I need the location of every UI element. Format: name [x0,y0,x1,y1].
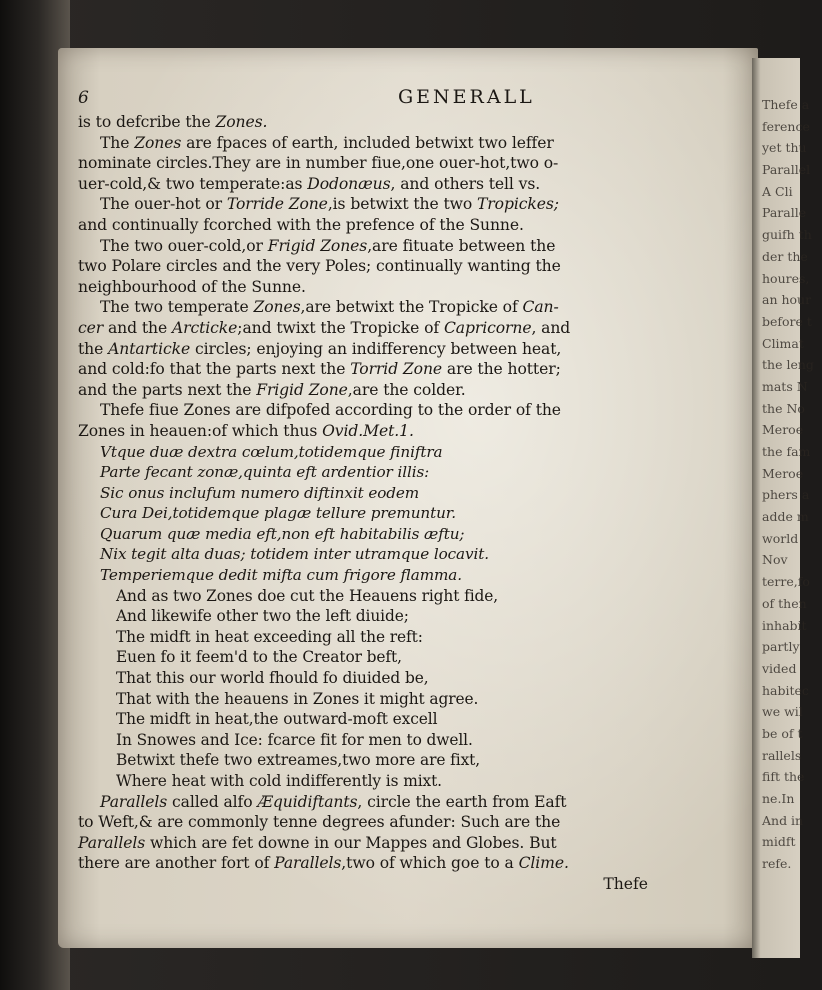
facing-page-fragment: adde m [762,509,809,525]
text-run: The midft in heat,the outward-moft excell [116,710,438,729]
text-line [78,174,718,195]
text-run: are the hotter; [442,360,561,379]
facing-page-fragment: habitec [762,682,809,698]
facing-page-fragment: Parallel [762,162,811,178]
italic-run: Parallels [78,833,146,852]
italic-run: Æquidiftants [257,792,358,811]
text-line [78,133,718,154]
text-line [78,421,718,442]
text-run: ,are fituate between the [367,236,556,255]
italic-run: Can- [522,298,559,317]
facing-page-fragment: Climat [762,335,804,351]
text-run: called alfo [167,792,258,811]
facing-page-fragment: phers a [762,487,810,503]
text-line [78,483,718,504]
text-line [78,236,718,257]
text-run: neighbourhood of the Sunne. [78,277,306,296]
text-line [78,318,718,339]
text-run: And as two Zones doe cut the Heauens right fide, [116,586,499,605]
facing-page-fragment: Paralle [762,205,807,221]
text-run: two Polare circles and the very Poles; continually wanting the [78,257,561,276]
text-run: uer-cold,& two temperate:as [78,174,308,193]
text-run: Cura Dei,totidemque plagæ tellure premuntur. [100,504,456,523]
text-run: ;and twixt the Tropicke of [237,318,444,337]
text-run: The midft in heat exceeding all the reft: [116,627,423,646]
text-line [78,606,718,627]
italic-run: Zones [253,298,301,317]
facing-page-fragment: fift the [762,769,805,785]
italic-run: cer [78,318,104,337]
text-line [78,503,718,524]
text-run: Sic onus inclufum numero diftinxit eodem [100,483,420,502]
facing-page-fragments [762,94,822,875]
text-run: The [100,133,135,152]
facing-page-fragment: before t [762,313,812,329]
text-run: , and others tell vs. [390,174,541,193]
facing-page-fragment: Nov [762,552,788,568]
text-run: And likewife other two the left diuide; [116,607,409,626]
italic-run: Frigid Zone [256,380,348,399]
text-run: Euen fo it feem'd to the Creator beft, [116,648,402,667]
text-run: and cold:fo that the parts next the [78,360,351,379]
text-run: , and [531,318,571,337]
facing-page-fragment: ference [762,118,810,134]
text-run: ,two of which goe to a [341,854,519,873]
italic-run: Frigid Zones [267,236,368,255]
facing-page-fragment: mats N [762,378,808,394]
text-line [78,853,718,874]
facing-page-fragment: terre,fo [762,574,810,590]
text-run: Vtque duæ dextra cœlum,totidemque finiftra [100,442,443,461]
italic-run: Clime. [518,854,569,873]
text-line [78,462,718,483]
page-text-block [78,86,718,895]
text-line [78,297,718,318]
text-run: Where heat with cold indifferently is mixt. [116,772,442,790]
text-line [78,586,718,607]
facing-page-fragment: vided [762,660,797,676]
text-line [78,339,718,360]
facing-page-fragment: yet thu [762,140,807,156]
text-run: ,is betwixt the two [327,195,477,214]
page-number: 6 [78,88,89,108]
text-run: Quarum quæ media eft,non eft habitabilis æftu; [100,524,465,543]
text-run: Nix tegit alta duas; totidem inter utramque locavit. [100,545,489,564]
text-run: That with the heauens in Zones it might agree. [116,689,479,708]
text-line [78,400,718,421]
italic-run: Parallels [100,792,168,811]
text-line [78,647,718,668]
running-head [78,86,718,112]
text-run: Zones in heauen:of which thus [78,421,323,440]
text-line [78,215,718,236]
text-line [78,627,718,648]
facing-page-fragment: Thefe a [762,97,810,112]
facing-page-fragment: Meroe [762,422,804,438]
facing-page-fragment: A Cli [762,183,793,199]
text-line [78,730,718,751]
facing-page-fragment: And in [762,812,804,828]
text-line [78,359,718,380]
facing-page-fragment: the leng [762,357,814,373]
text-run: nominate circles.They are in number fiue,one ouer-hot,two o- [78,154,559,173]
catchword: Thefe [603,874,648,893]
text-line [78,442,718,463]
text-line [78,524,718,545]
text-run: to Weft,& are commonly tenne degrees afunder: Such are the [78,813,561,832]
text-line [78,792,718,813]
italic-run: Tropickes; [477,195,559,214]
text-line [78,668,718,689]
facing-page-fragment: guifh th [762,227,812,243]
italic-run: Torride Zone [226,195,328,214]
text-line [78,544,718,565]
text-run: Parte fecant zonæ,quinta eft ardentior illis: [100,463,430,482]
facing-page-fragment: world [762,530,799,546]
text-line [78,833,718,854]
facing-page-fragment: rallels [762,747,802,763]
text-line [78,709,718,730]
text-line [78,689,718,710]
text-line [78,194,718,215]
facing-page-fragment: houres, [762,270,810,286]
italic-run: Parallels [274,854,342,873]
facing-page-fragment: der the [762,248,808,264]
facing-page-fragment: an hour [762,292,812,308]
facing-page-fragment: be of t [762,725,803,741]
text-line [78,256,718,277]
text-line [78,153,718,174]
facing-page-fragment: the No [762,400,805,416]
running-title: GENERALL [398,86,535,108]
text-run: In Snowes and Ice: fcarce fit for men to dwell. [116,730,473,749]
facing-page-fragment: the fam [762,444,811,459]
text-run: , circle the earth from Eaft [357,792,567,811]
facing-page-fragment: ne.In [762,791,795,806]
facing-page-fragment: partly [762,639,800,655]
italic-run: Zones. [215,113,268,131]
text-run: the [78,339,109,358]
text-run: That this our world fhould fo diuided be, [116,669,429,688]
italic-run: Arcticke [171,318,238,337]
facing-page-fragment: refe. [762,856,792,872]
facing-page-fragment: we wil [762,704,803,720]
facing-page-fragment: inhabit [762,617,807,633]
italic-run: Capricorne [443,318,532,337]
facing-page-fragment: midft [762,834,796,850]
facing-page-fragment: Meroe [762,465,804,481]
text-run: Temperiemque dedit mifta cum frigore flamma. [100,566,462,585]
text-line [78,565,718,586]
text-run: and continually fcorched with the prefence of the Sunne. [78,215,524,234]
text-run: Betwixt thefe two extreames,two more are fixt, [116,751,481,770]
text-run: which are fet downe in our Mappes and Globes. But [145,833,557,852]
italic-run: Zones [134,133,182,152]
italic-run: Torrid Zone [350,360,443,379]
text-line [78,750,718,771]
text-line [78,277,718,298]
text-run: is to defcribe the [78,113,216,131]
text-run: ,are betwixt the Tropicke of [300,298,523,317]
text-run: there are another fort of [78,854,275,873]
text-run: The two temperate [100,298,254,317]
italic-run: Antarticke [108,339,191,358]
text-run: and the parts next the [78,380,257,399]
italic-run: Dodonæus [307,174,391,193]
facing-page-fragment: of then [762,595,807,611]
text-run: are fpaces of earth, included betwixt two leffer [181,133,554,152]
text-run: ,are the colder. [347,380,466,399]
text-run: The ouer-hot or [100,195,227,214]
text-line [78,771,718,792]
body-text [78,112,718,874]
text-run: The two ouer-cold,or [100,236,268,255]
text-run: and the [103,318,172,337]
text-run: Thefe fiue Zones are difpofed according to the order of the [100,401,561,420]
text-line [78,812,718,833]
text-run: circles; enjoying an indifferency between heat, [190,339,562,358]
text-line [78,112,718,133]
italic-run: Ovid.Met.1. [322,421,414,440]
text-line [78,380,718,401]
facing-page-edge [752,58,814,958]
